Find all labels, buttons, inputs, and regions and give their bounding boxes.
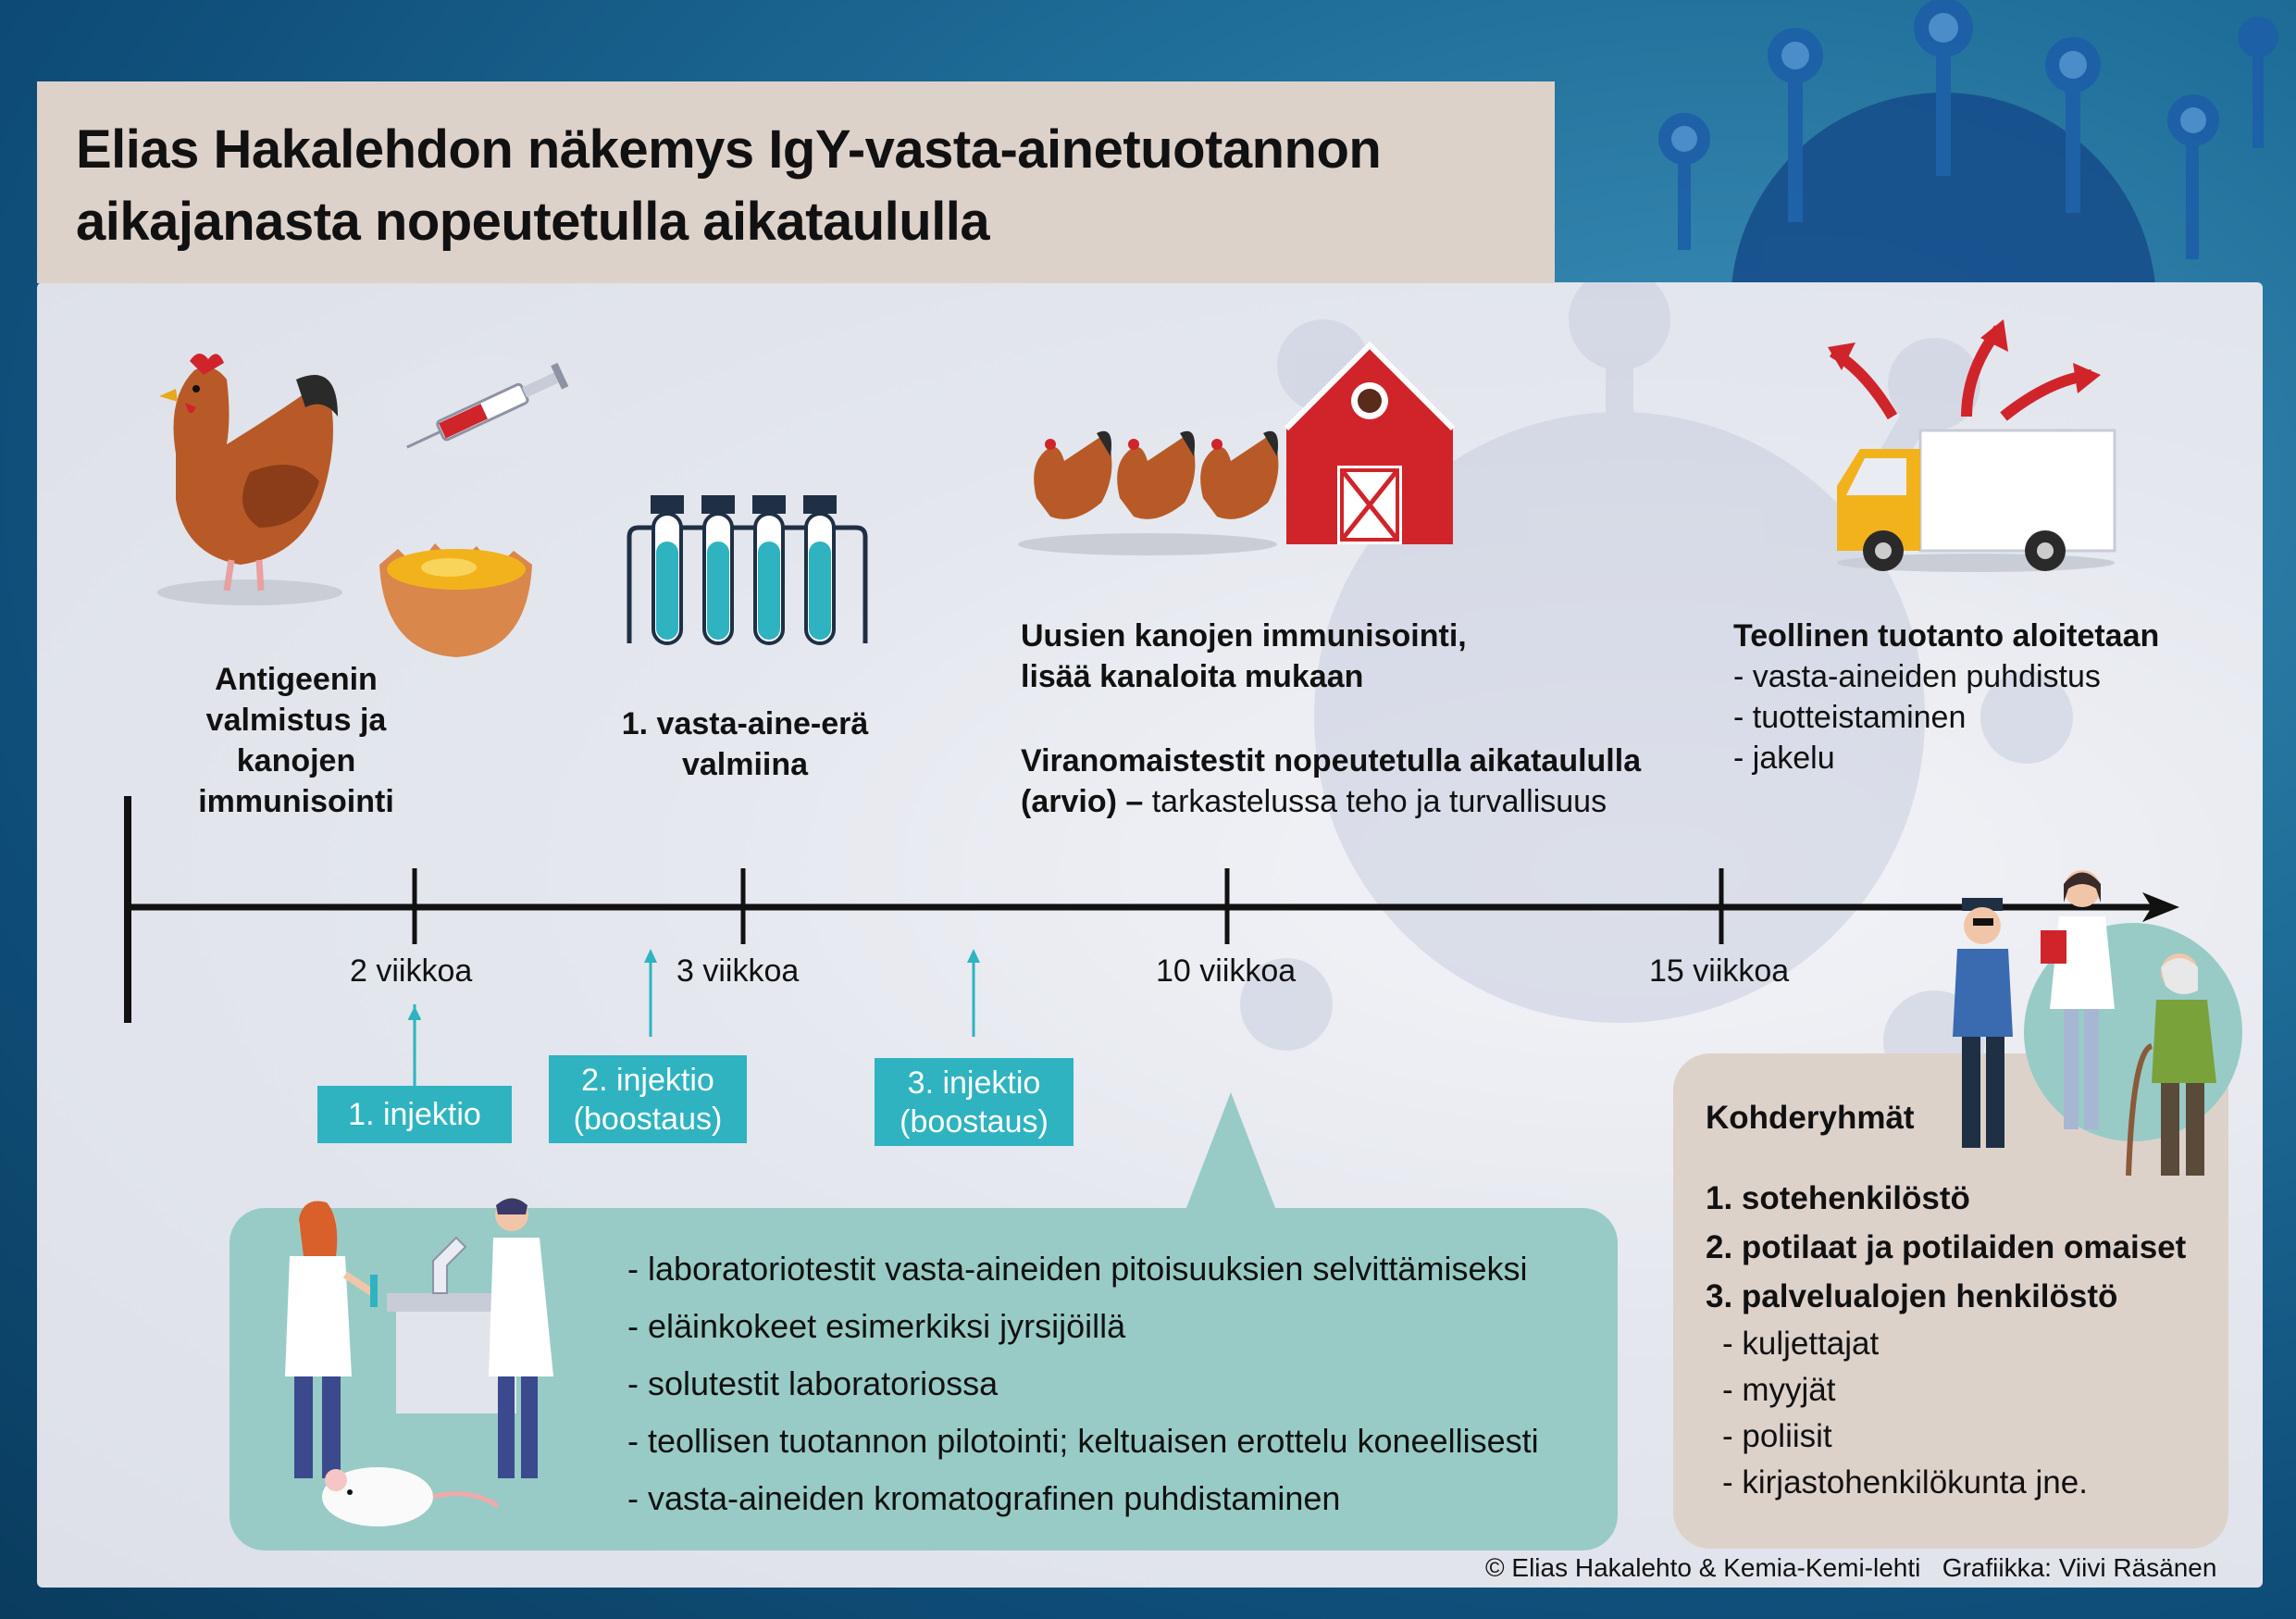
timeline — [111, 787, 2184, 1037]
egg-icon — [375, 523, 537, 662]
milestone-new-hens — [1021, 616, 1467, 697]
hens-and-barn-icon — [1018, 341, 1462, 558]
industrial-title: Teollinen tuotanto aloitetaan — [1733, 618, 2160, 654]
antigen-line-3: kanojen — [236, 743, 356, 778]
target-subgroup-2: - myyjät — [1722, 1372, 1836, 1408]
injection-3-sub: (boostaus) — [900, 1104, 1049, 1140]
tick-label-10-weeks: 10 viikkoa — [1156, 953, 1297, 989]
antigen-line-4: immunisointi — [198, 784, 394, 819]
hen-icon — [139, 342, 342, 611]
injection-2-sub: (boostaus) — [573, 1102, 723, 1137]
batch-line-2: valmiina — [681, 747, 809, 782]
milestone-first-batch — [602, 704, 888, 785]
authority-detail: tarkastelussa teho ja turvallisuus — [1143, 784, 1607, 819]
target-groups-list — [1706, 1174, 2186, 1506]
authority-line-1: Viranomaistestit nopeutetulla aikataululla — [1021, 743, 1642, 778]
lab-task-1: - laboratoriotestit vasta-aineiden pitoisuuksien selvittämiseksi — [627, 1250, 1528, 1288]
batch-line-1: 1. vasta-aine-erä — [621, 706, 869, 741]
injection-box-1 — [317, 1086, 512, 1143]
tick-label-15-weeks: 15 viikkoa — [1649, 953, 1790, 989]
injection-box-3 — [875, 1058, 1074, 1146]
title-line-1: Elias Hakalehdon näkemys IgY-vasta-ainetuotannon — [76, 119, 1382, 180]
industrial-item-3: - jakelu — [1733, 741, 1835, 776]
delivery-truck-icon — [1828, 315, 2124, 574]
antigen-line-1: Antigeenin — [215, 662, 378, 697]
lab-scientists-icon — [248, 1191, 600, 1552]
injection-1-label: 1. injektio — [348, 1097, 481, 1132]
milestone-industrial — [1733, 616, 2159, 778]
industrial-item-1: - vasta-aineiden puhdistus — [1733, 659, 2101, 694]
injection-box-2 — [549, 1055, 747, 1143]
target-people-icon — [1934, 861, 2249, 1194]
lab-task-3: - solutestit laboratoriossa — [627, 1364, 999, 1402]
injection-1-arrow — [405, 1004, 424, 1088]
antigen-line-2: valmistus ja — [205, 703, 387, 738]
lab-task-5: - vasta-aineiden kromatografinen puhdistaminen — [627, 1479, 1341, 1517]
target-subgroup-3: - poliisit — [1722, 1418, 1832, 1454]
industrial-item-2: - tuotteistaminen — [1733, 700, 1967, 735]
tick-label-3-weeks: 3 viikkoa — [676, 953, 800, 989]
lab-task-4: - teollisen tuotannon pilotointi; keltuaisen erottelu koneellisesti — [627, 1422, 1539, 1460]
tick-label-2-weeks: 2 viikkoa — [350, 953, 473, 989]
target-group-1: 1. sotehenkilöstö — [1706, 1180, 1970, 1216]
credits: © Elias Hakalehto & Kemia-Kemi-lehti Grafiikka: Viivi Räsänen — [1485, 1553, 2217, 1582]
new-hens-line-1: Uusien kanojen immunisointi, — [1021, 618, 1467, 654]
target-group-3: 3. palvelualojen henkilöstö — [1706, 1278, 2118, 1314]
bubble-pointer — [1175, 1092, 1286, 1213]
title-box — [37, 81, 1555, 283]
title-line-2: aikajanasta nopeutetulla aikataululla — [76, 192, 990, 252]
authority-estimate: (arvio) – — [1021, 784, 1144, 819]
target-subgroup-1: - kuljettajat — [1722, 1326, 1880, 1362]
target-subgroup-4: - kirjastohenkilökunta jne. — [1722, 1464, 2088, 1501]
injection-3-label: 3. injektio — [907, 1065, 1041, 1101]
new-hens-line-2: lisää kanaloita mukaan — [1021, 659, 1364, 694]
syringe-icon — [379, 347, 602, 467]
test-tubes-icon — [625, 491, 870, 653]
injection-2-label: 2. injektio — [581, 1063, 714, 1098]
target-groups-title: Kohderyhmät — [1706, 1100, 1915, 1136]
lab-task-2: - eläinkokeet esimerkiksi jyrsijöillä — [627, 1307, 1126, 1345]
lab-tasks-bubble — [230, 1208, 1618, 1551]
virus-background-illustration — [1555, 0, 2296, 296]
target-group-2: 2. potilaat ja potilaiden omaiset — [1706, 1229, 2187, 1265]
